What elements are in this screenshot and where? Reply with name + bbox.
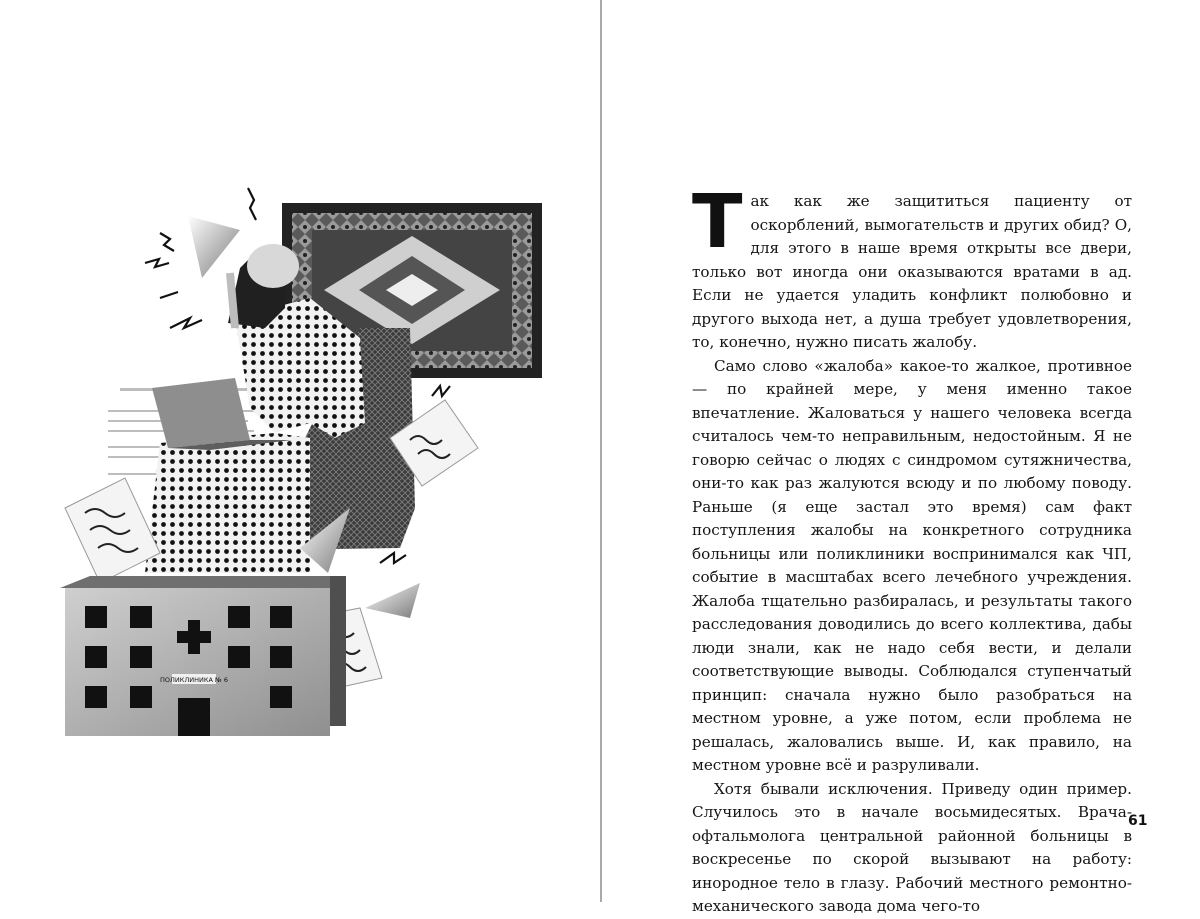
paper-plane-right	[365, 583, 420, 618]
body-text	[692, 179, 1132, 919]
drop-cap: Т	[692, 179, 743, 265]
page-gutter	[600, 0, 602, 902]
page-number: 61	[1128, 813, 1148, 829]
paragraph-3: Хотя бывали исключения. Приведу один пример. Случилось это в начале восьмидесятых. Врача-офтальмолога центральной районной больницы в воскресенье по скорой вызывают на работу: инородное тело в глазу. Рабочий местного ремонтно-механического завода дома чего-то	[692, 779, 1132, 915]
clinic-sign: ПОЛИКЛИНИКА № 6	[160, 676, 228, 684]
paragraph-2: Само слово «жалоба» какое-то жалкое, противное — по крайней мере, у меня именно такое впечатление. Жаловаться у нашего человека всегда считалось чем-то неправильным, недостойным. Я не говорю сейчас о людях с синдромом сутяжничества, они-то как раз жалуются всюду и по любому поводу. Раньше (я еще застал это время) сам факт поступления жалобы на конкретного сотрудника больницы или поликлиники воспринимался как ЧП, событие в масштабах всего лечебного учреждения. Жалоба тщательно разбиралась, и результаты такого расследования доводились до всего коллектива, дабы люди знали, как не надо себя вести, и делали соответствующие выводы. Соблюдался ступенчатый принцип: сначала нужно было разобраться на местном уровне, а уже потом, если проблема не решалась, жаловались выше. И, как правило, на местном уровне всё и разруливали.	[692, 356, 1132, 774]
collage-illustration	[60, 178, 550, 738]
paper-plane-top	[188, 216, 240, 278]
paragraph-1	[692, 179, 1132, 355]
paragraph-1-text: ак как же защититься пациенту от оскорблений, вымогательств и других обид? О, для этого в наше время открыты все двери, только вот иногда они оказываются вратами в ад. Если не удается уладить конфликт полюбовно и другого выхода нет, а душа требует удовлетворения, то, конечно, нужно писать жалобу.	[692, 192, 1132, 351]
clinic-building	[60, 576, 346, 736]
